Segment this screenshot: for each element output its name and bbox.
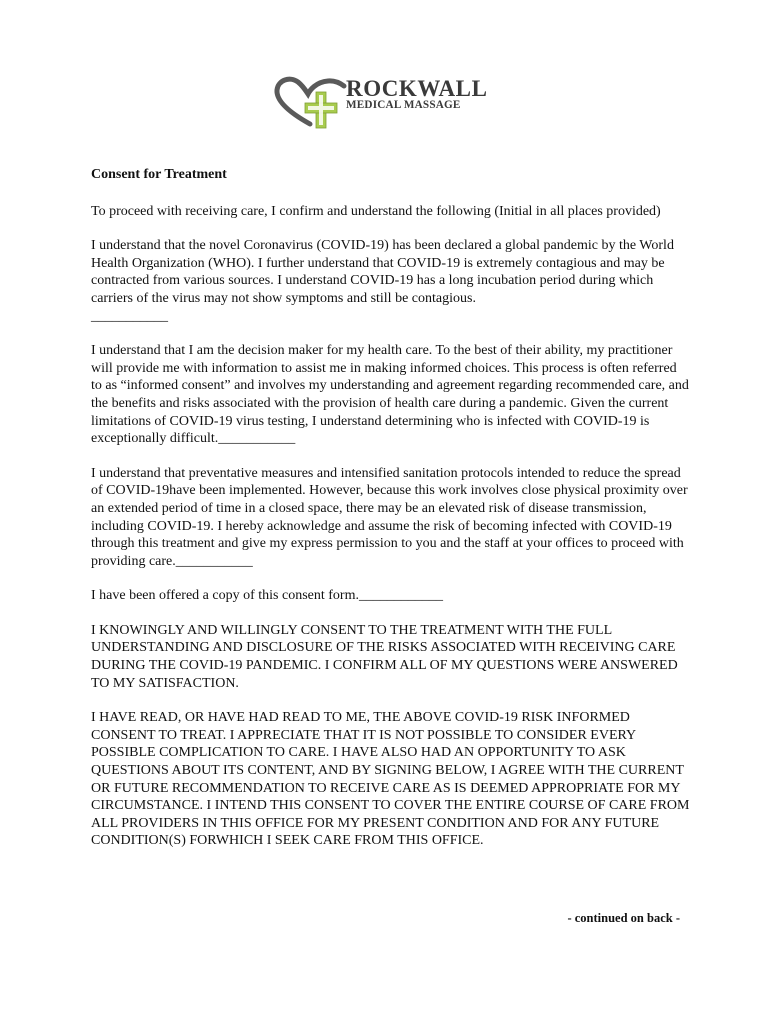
page-title: Consent for Treatment <box>91 167 227 182</box>
consent-statement: I KNOWINGLY AND WILLINGLY CONSENT TO THE TREATMENT WITH THE FULL UNDERSTANDING AND DISCLOSURE OF THE RISKS ASSOCIATED WITH RECEIVING CARE DURING THE COVID-19 PANDEMIC. I CONFIRM ALL OF MY QUESTIONS WERE ANSWERED TO MY SATISFACTION. <box>91 622 678 691</box>
continued-on-back-note: - continued on back - <box>567 911 680 925</box>
paragraph-copy-offered-text: I have been offered a copy of this consent form. <box>91 588 359 604</box>
initial-blank-1[interactable]: ___________ <box>91 308 168 324</box>
heart-cross-icon <box>272 74 352 130</box>
paragraph-sanitation-risk <box>91 465 691 571</box>
initial-blank-2[interactable]: ___________ <box>218 431 296 447</box>
paragraph-informed-consent <box>91 342 691 448</box>
initial-blank-4[interactable]: ____________ <box>358 588 443 604</box>
consent-document <box>91 166 691 867</box>
acknowledgement-statement: I HAVE READ, OR HAVE HAD READ TO ME, THE ABOVE COVID-19 RISK INFORMED CONSENT TO TREAT. I APPRECIATE THAT IT IS NOT POSSIBLE TO CONSIDER EVERY POSSIBLE COMPLICATION TO CARE. I HAVE ALSO HAD AN OPPORTUNITY TO ASK QUESTIONS ABOUT ITS CONTENT, AND BY SIGNING BELOW, I AGREE WITH THE CURRENT OR FUTURE RECOMMENDATION TO RECEIVE CARE AS IS DEEMED APPROPRIATE FOR MY CIRCUMSTANCE. I INTEND THIS CONSENT TO COVER THE ENTIRE COURSE OF CARE FROM ALL PROVIDERS IN THIS OFFICE FOR MY PRESENT CONDITION AND FOR ANY FUTURE CONDITION(S) FORWHICH I SEEK CARE FROM THIS OFFICE. <box>91 710 690 849</box>
paragraph-covid-pandemic-text: I understand that the novel Coronavirus (COVID-19) has been declared a global pandemic by the World Health Organization (WHO). I further understand that COVID-19 is extremely contagious and may be contracted from various sources. I understand COVID-19 has a long incubation period during which carriers of the virus may not show symptoms and still be contagious. <box>91 238 674 306</box>
paragraph-sanitation-risk-text: I understand that preventative measures and intensified sanitation protocols intended to reduce the spread of COVID-19have been implemented. However, because this work involves close physical proximity over an extended period of time in a closed space, there may be an elevated risk of disease transmission, including COVID-19. I hereby acknowledge and assume the risk of becoming infected with COVID-19 through this treatment and give my express permission to you and the staff at your offices to proceed with providing care. <box>91 465 688 569</box>
paragraph-covid-pandemic <box>91 237 691 325</box>
logo-text-medical-massage: MEDICAL MASSAGE <box>346 99 461 111</box>
paragraph-copy-offered <box>91 587 691 605</box>
paragraph-informed-consent-text: I understand that I am the decision maker for my health care. To the best of their ability, my practitioner will provide me with information to assist me in making informed choices. This process is often referred to as “informed consent” and involves my understanding and agreement regarding recommended care, and the benefits and risks associated with the provision of health care during a pandemic. Given the current limitations of COVID-19 virus testing, I understand determining who is infected with COVID-19 is exceptionally difficult. <box>91 343 689 447</box>
rockwall-logo <box>272 74 492 130</box>
intro-paragraph: To proceed with receiving care, I confirm and understand the following (Initial in all places provided) <box>91 203 661 219</box>
initial-blank-3[interactable]: ___________ <box>175 553 253 569</box>
logo-text-rockwall: ROCKWALL <box>346 76 488 101</box>
